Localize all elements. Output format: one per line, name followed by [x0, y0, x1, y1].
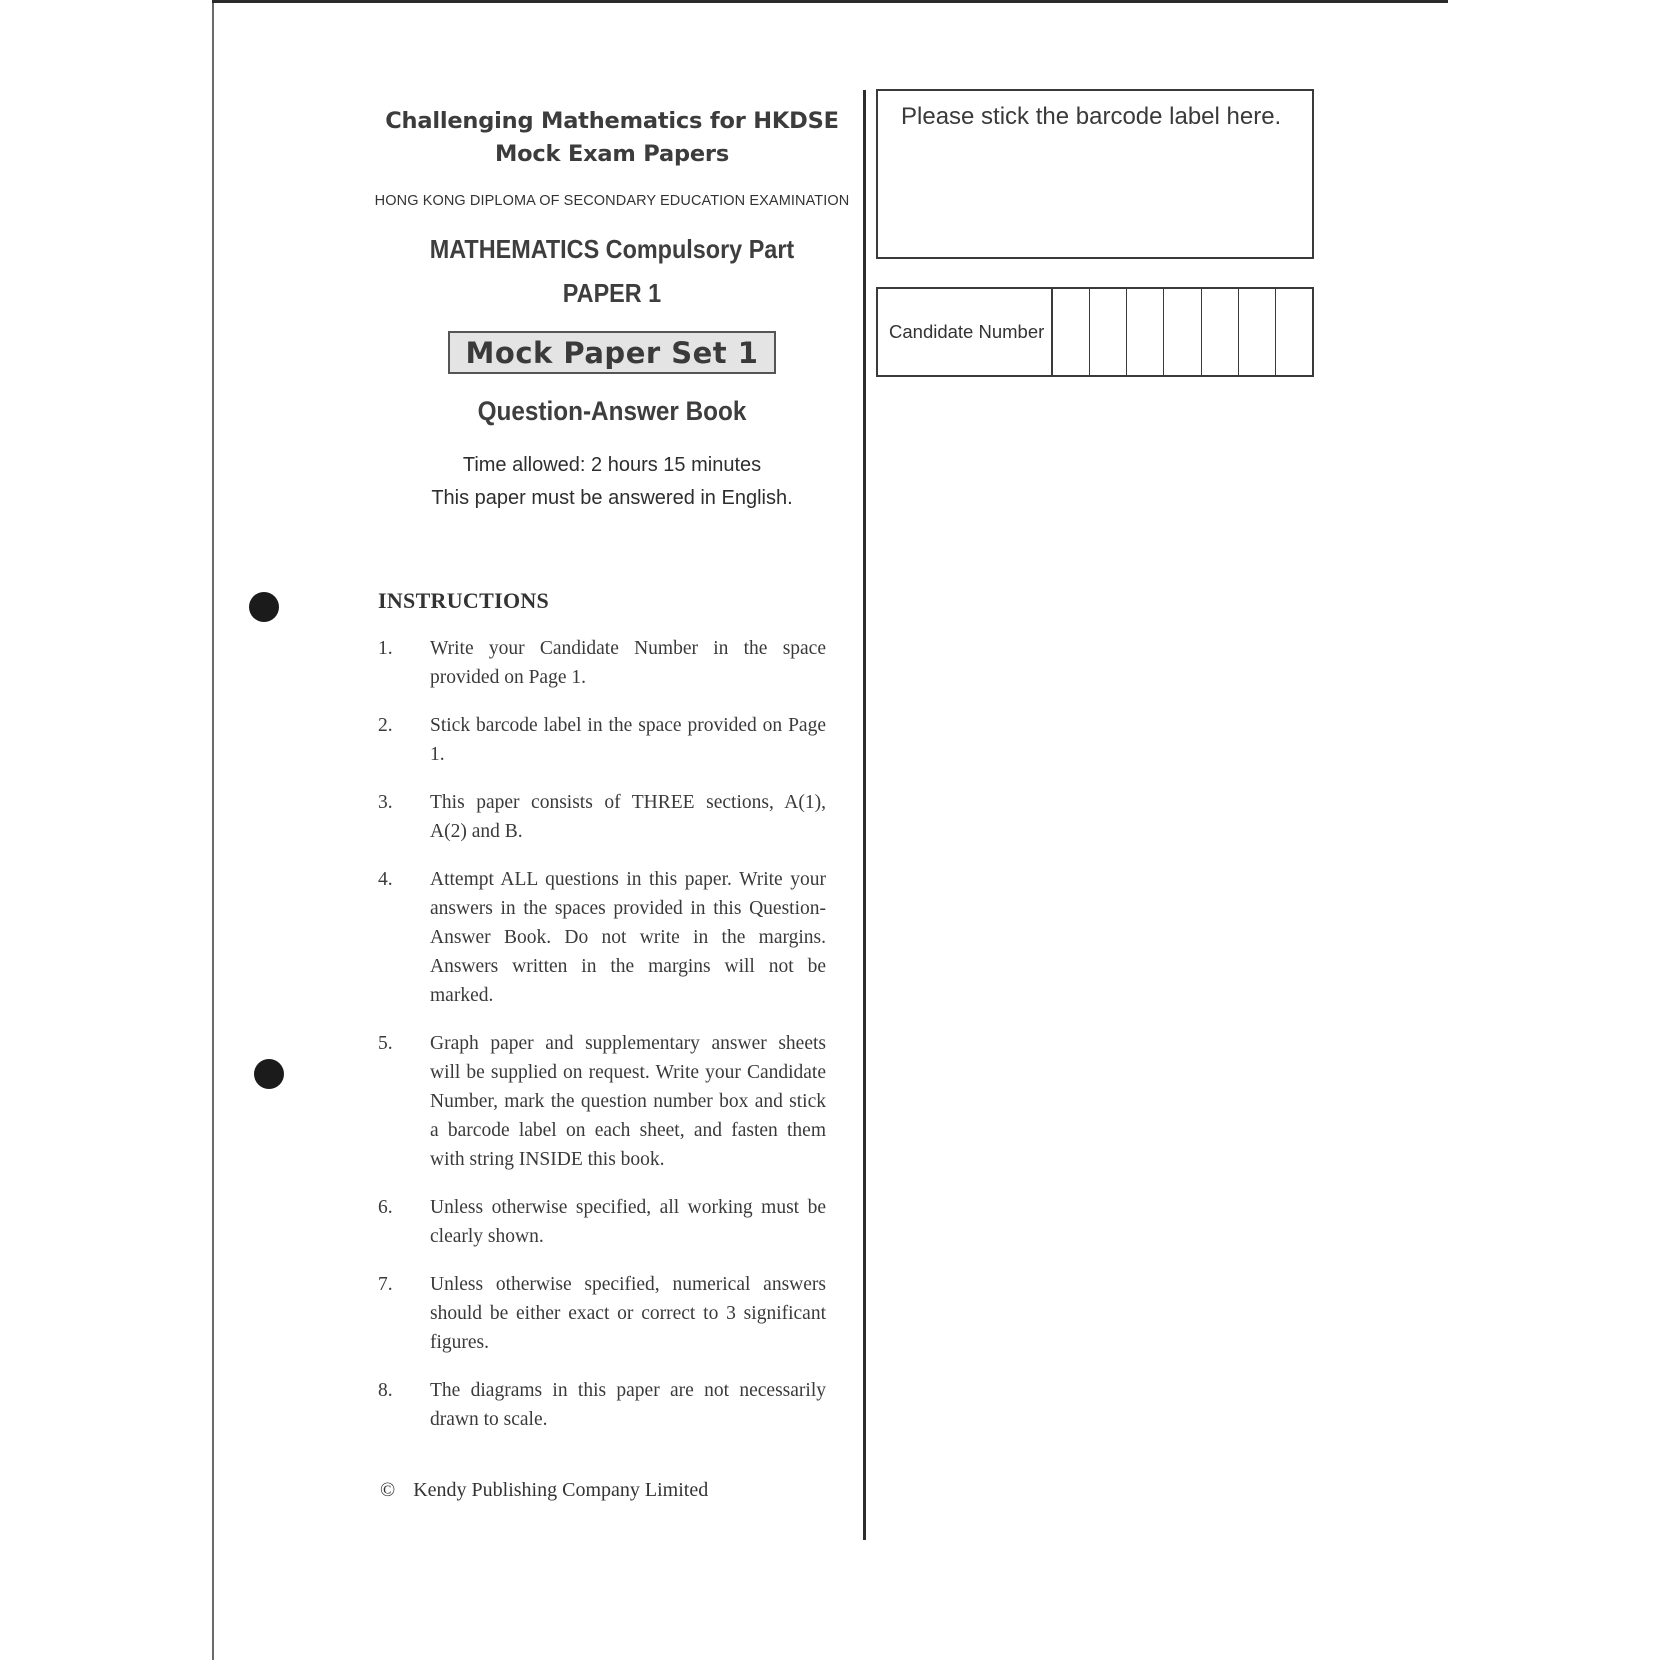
instruction-number: 8. — [378, 1380, 393, 1401]
barcode-label-area[interactable] — [876, 89, 1314, 259]
punch-hole — [254, 1059, 284, 1089]
instruction-text: Stick barcode label in the space provided on Page 1. — [430, 715, 826, 765]
instruction-number: 5. — [378, 1033, 393, 1054]
barcode-instruction: Please stick the barcode label here. — [901, 103, 1282, 130]
instruction-text: This paper consists of THREE sections, A(1), A(2) and B. — [430, 792, 826, 842]
scan-background — [1448, 0, 1660, 1660]
candidate-number-label: Candidate Number — [878, 289, 1053, 375]
book-title: Question-Answer Book — [477, 396, 747, 426]
series-title-line-1: Challenging Mathematics for HKDSE — [385, 108, 839, 134]
time-allowed: Time allowed: 2 hours 15 minutes — [462, 454, 762, 476]
copyright-line — [380, 1479, 708, 1502]
candidate-number-box — [876, 287, 1314, 377]
instruction-item — [378, 711, 826, 769]
mock-paper-set-label: Mock Paper Set 1 — [448, 331, 777, 374]
instructions-section — [378, 588, 826, 1453]
set-box-wrapper — [372, 331, 852, 374]
candidate-digit-cell[interactable] — [1090, 289, 1127, 375]
candidate-digit-cell[interactable] — [1053, 289, 1090, 375]
subject-title — [396, 227, 828, 315]
instructions-list — [378, 634, 826, 1434]
page-top-edge — [212, 0, 1448, 3]
instruction-text: Attempt ALL questions in this paper. Write your answers in the spaces provided in this Question-Answer Book. Do not write in the margins. Answers written in the margins will not be marked. — [430, 869, 826, 1006]
instruction-item — [378, 1029, 826, 1174]
instruction-item — [378, 1193, 826, 1251]
instruction-number: 3. — [378, 792, 393, 813]
instruction-text: Graph paper and supplementary answer sheets will be supplied on request. Write your Candidate Number, mark the question number box and stick a barcode label on each sheet, and fasten them with string INSIDE this book. — [430, 1033, 826, 1170]
instructions-heading: INSTRUCTIONS — [378, 588, 550, 613]
publisher-name: Kendy Publishing Company Limited — [413, 1479, 709, 1501]
instruction-text: Write your Candidate Number in the space provided on Page 1. — [430, 638, 826, 688]
candidate-digit-cell[interactable] — [1276, 289, 1312, 375]
punch-hole — [249, 592, 279, 622]
instruction-number: 4. — [378, 869, 393, 890]
instruction-number: 1. — [378, 638, 393, 659]
candidate-digit-cell[interactable] — [1239, 289, 1276, 375]
instruction-number: 6. — [378, 1197, 393, 1218]
instruction-text: Unless otherwise specified, numerical answers should be either exact or correct to 3 significant figures. — [430, 1274, 826, 1353]
series-title — [372, 105, 852, 171]
exam-name: HONG KONG DIPLOMA OF SECONDARY EDUCATION EXAMINATION — [374, 193, 850, 209]
candidate-digit-cell[interactable] — [1164, 289, 1201, 375]
series-title-line-2: Mock Exam Papers — [494, 141, 730, 167]
instruction-number: 7. — [378, 1274, 393, 1295]
instruction-item — [378, 788, 826, 846]
instruction-item — [378, 865, 826, 1010]
instruction-item — [378, 634, 826, 692]
instruction-text: The diagrams in this paper are not necessarily drawn to scale. — [430, 1380, 826, 1430]
instruction-text: Unless otherwise specified, all working must be clearly shown. — [430, 1197, 826, 1247]
instruction-item — [378, 1376, 826, 1434]
candidate-digit-cells — [1053, 289, 1312, 375]
subject-line-2: PAPER 1 — [562, 278, 662, 308]
cover-header — [372, 95, 852, 515]
language-note: This paper must be answered in English. — [431, 487, 793, 509]
candidate-digit-cell[interactable] — [1127, 289, 1164, 375]
copyright-icon: © — [380, 1479, 396, 1501]
instruction-item — [378, 1270, 826, 1357]
column-divider — [863, 90, 866, 1540]
candidate-digit-cell[interactable] — [1202, 289, 1239, 375]
subject-line-1: MATHEMATICS Compulsory Part — [429, 234, 795, 264]
instruction-number: 2. — [378, 715, 393, 736]
